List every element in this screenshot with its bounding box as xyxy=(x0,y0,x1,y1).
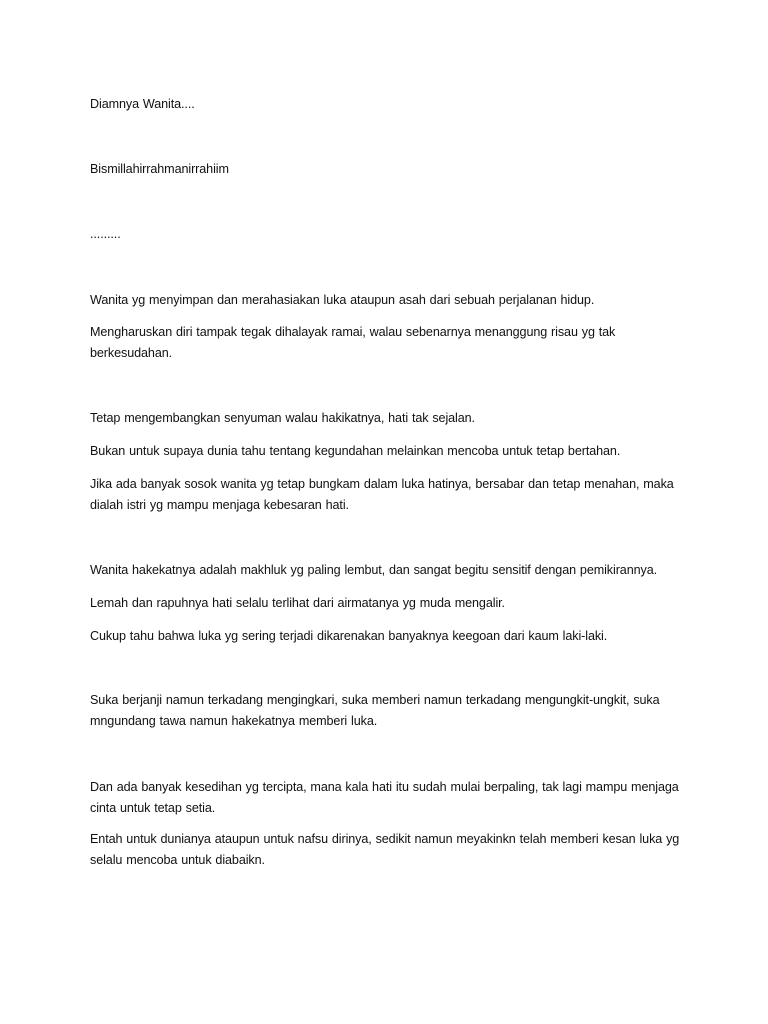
paragraph-10: Dan ada banyak kesedihan yg tercipta, mana kala hati itu sudah mulai berpaling, tak lagi mampu menjaga cinta untuk tetap setia. xyxy=(90,780,679,815)
ellipsis-line: ......... xyxy=(90,227,121,241)
paragraph-7: Lemah dan rapuhnya hati selalu terlihat dari airmatanya yg muda mengalir. xyxy=(90,596,505,610)
paragraph-3: Tetap mengembangkan senyuman walau hakikatnya, hati tak sejalan. xyxy=(90,411,475,425)
paragraph-9: Suka berjanji namun terkadang mengingkari, suka memberi namun terkadang mengungkit-ungkit, suka mngundang tawa namun hakekatnya memberi luka. xyxy=(90,693,660,728)
paragraph-6: Wanita hakekatnya adalah makhluk yg paling lembut, dan sangat begitu sensitif dengan pemikirannya. xyxy=(90,563,658,577)
paragraph-1: Wanita yg menyimpan dan merahasiakan luka ataupun asah dari sebuah perjalanan hidup. xyxy=(90,293,595,307)
document-title: Diamnya Wanita.... xyxy=(90,97,195,111)
opening-line: Bismillahirrahmanirrahiim xyxy=(90,162,229,176)
paragraph-8: Cukup tahu bahwa luka yg sering terjadi dikarenakan banyaknya keegoan dari kaum laki-laki. xyxy=(90,629,608,643)
paragraph-2: Mengharuskan diri tampak tegak dihalayak ramai, walau sebenarnya menanggung risau yg tak berkesudahan. xyxy=(90,325,616,360)
paragraph-4: Bukan untuk supaya dunia tahu tentang kegundahan melainkan mencoba untuk tetap bertahan. xyxy=(90,444,621,458)
paragraph-5: Jika ada banyak sosok wanita yg tetap bungkam dalam luka hatinya, bersabar dan tetap menahan, maka dialah istri yg mampu menjaga kebesaran hati. xyxy=(90,477,674,512)
paragraph-11: Entah untuk dunianya ataupun untuk nafsu dirinya, sedikit namun meyakinkn telah memberi kesan luka yg selalu mencoba untuk diabaikn. xyxy=(90,832,680,867)
